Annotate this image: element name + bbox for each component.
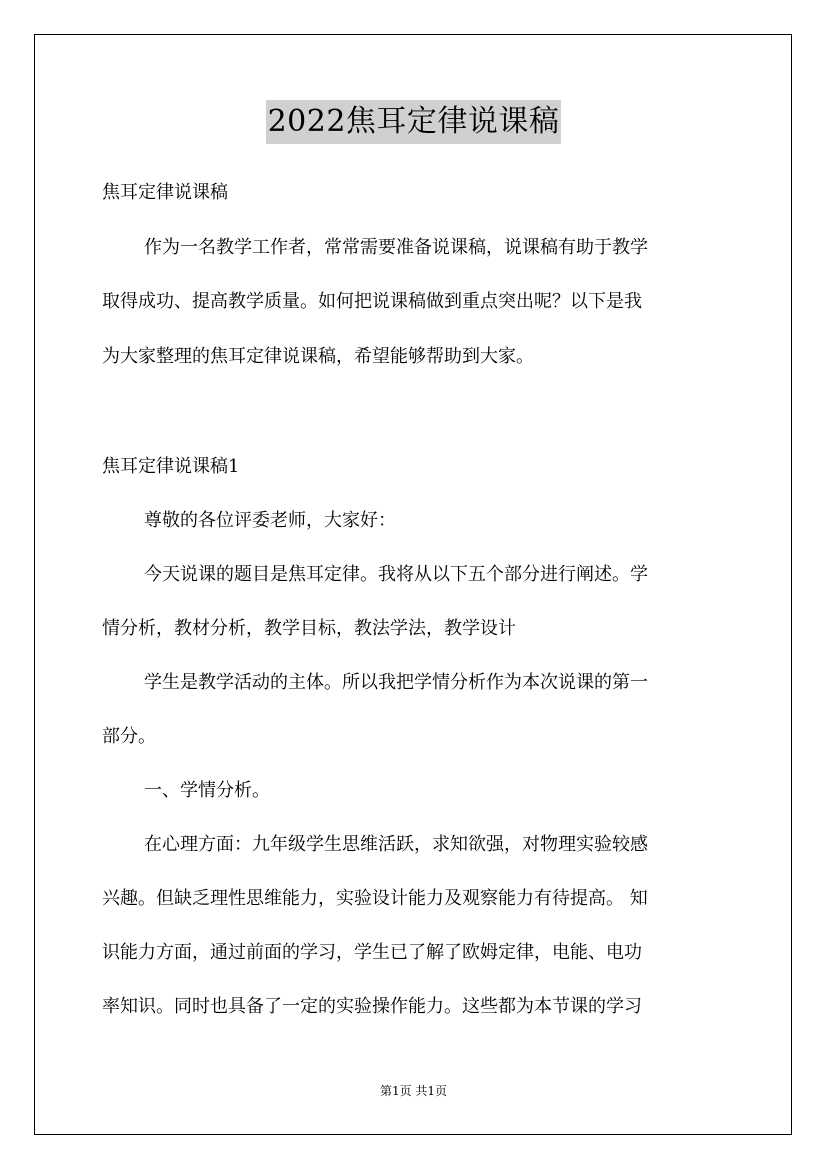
paragraph-line: 为大家整理的焦耳定律说课稿，希望能够帮助到大家。	[102, 346, 534, 367]
paragraph-line: 部分。	[102, 726, 156, 747]
paragraph-line: 识能力方面，通过前面的学习，学生已了解了欧姆定律，电能、电功	[102, 942, 642, 963]
paragraph-line: 率知识。同时也具备了一定的实验操作能力。这些都为本节课的学习	[102, 996, 642, 1017]
paragraph-line: 情分析，教材分析，教学目标，教法学法，教学设计	[102, 618, 516, 639]
section-heading: 焦耳定律说课稿	[102, 182, 228, 203]
page-footer: 第1页 共1页	[379, 1084, 448, 1098]
paragraph-line: 取得成功、提高教学质量。如何把说课稿做到重点突出呢？以下是我	[102, 291, 642, 312]
paragraph-line: 一、学情分析。	[144, 780, 270, 801]
title-container	[0, 100, 827, 144]
paragraph-line: 今天说课的题目是焦耳定律。我将从以下五个部分进行阐述。学	[144, 564, 648, 585]
paragraph-line: 学生是教学活动的主体。所以我把学情分析作为本次说课的第一	[144, 672, 648, 693]
paragraph-line: 作为一名教学工作者，常常需要准备说课稿，说课稿有助于教学	[144, 237, 648, 258]
document-title: 2022焦耳定律说课稿	[266, 100, 562, 144]
paragraph-line: 尊敬的各位评委老师，大家好：	[144, 510, 396, 531]
paragraph-line: 兴趣。但缺乏理性思维能力，实验设计能力及观察能力有待提高。 知	[102, 888, 648, 909]
section-heading: 焦耳定律说课稿1	[102, 456, 240, 477]
paragraph-line: 在心理方面：九年级学生思维活跃，求知欲强，对物理实验较感	[144, 834, 648, 855]
